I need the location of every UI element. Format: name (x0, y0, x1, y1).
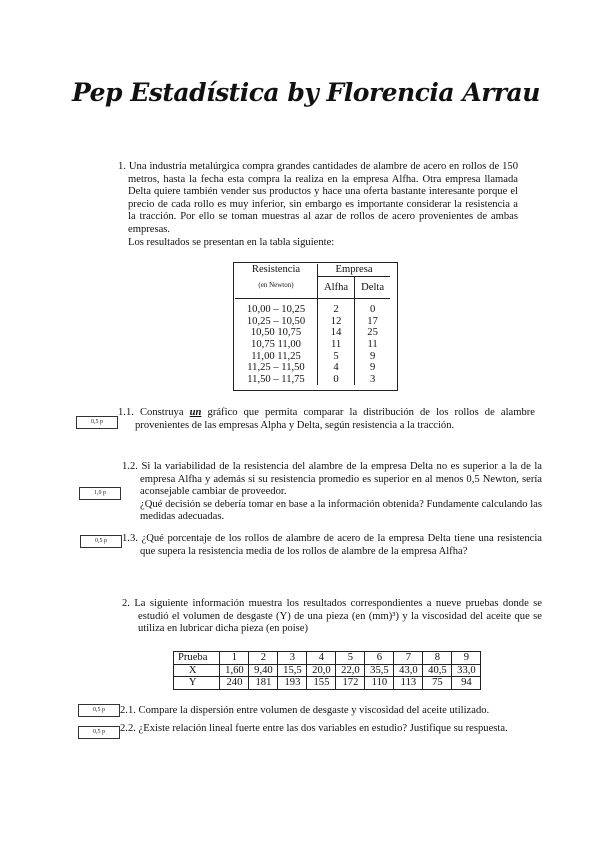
table-cell: 14 (318, 327, 355, 339)
table-cell: 2 (318, 299, 355, 316)
resistance-header: Resistencia (251, 264, 301, 275)
table-cell: 15,5 (278, 664, 307, 677)
table-cell: X (174, 664, 220, 677)
table-cell: 11,25 – 11,50 (247, 362, 305, 374)
question-1-1-emph: un (189, 407, 202, 418)
table-cell: 12 (318, 316, 355, 328)
table-row (235, 351, 390, 363)
table-row (235, 362, 390, 374)
table-cell: Y (174, 677, 220, 690)
question-2-2: 2.2. ¿Existe relación lineal fuerte entre las dos variables en estudio? Justifique su respuesta. (120, 723, 508, 734)
table-cell: 0 (318, 374, 355, 386)
score-box-1-2: 1,0 p (79, 487, 121, 500)
table-cell: 22,0 (336, 664, 365, 677)
table-header-row (174, 652, 481, 665)
table-cell: 3 (278, 652, 307, 665)
table-cell: 1,60 (220, 664, 249, 677)
table-row (174, 664, 481, 677)
table-cell: 11 (318, 339, 355, 351)
table-cell: 2 (249, 652, 278, 665)
delta-header: Delta (355, 276, 390, 299)
question-1 (118, 161, 518, 249)
table-cell: 4 (307, 652, 336, 665)
table-cell: 9 (355, 362, 390, 374)
table-row (235, 316, 390, 328)
score-box-1-3: 0,5 p (80, 535, 122, 548)
question-1-3: 1.3. ¿Qué porcentaje de los rollos de alambre de acero de la empresa Delta tiene una resistencia que supera la resistencia media de los rollos de alambre de la empresa Alfha? (122, 533, 542, 557)
table-cell: 10,75 11,00 (251, 338, 301, 350)
question-1-1-pre: 1.1. Construya (118, 407, 190, 418)
alfha-header: Alfha (318, 276, 355, 299)
company-header: Empresa (318, 264, 391, 276)
table-row (235, 299, 390, 316)
table-cell: 9,40 (249, 664, 278, 677)
table-cell: 6 (365, 652, 394, 665)
question-1-text: 1. Una industria metalúrgica compra grandes cantidades de alambre de acero en rollos de 150 metros, hasta la fecha esta compra la realiza en la empresa Alfha. Otra empresa llamada Delta quiere también vender sus productos y hace una oferta bastante interesante porque el precio de cada rollo es muy inferior, sin embargo es importante considerar la resistencia a la tracción. Por ello se toman muestras al azar de rollos de acero provenientes de ambas empresas. (118, 161, 518, 235)
resistance-unit: (en Newton) (258, 280, 294, 289)
question-2: 2. La siguiente información muestra los resultados correspondientes a nueve pruebas donde se estudió el volumen de desgaste (Y) de una pieza (en (mm)³) y la viscosidad del aceite que se utiliza en lubricar dicha pieza (en poise) (122, 598, 542, 634)
resistance-table (235, 264, 390, 385)
table-cell: 1 (220, 652, 249, 665)
table-cell: 43,0 (394, 664, 423, 677)
table-cell: 75 (423, 677, 452, 690)
table-cell: 0 (355, 299, 390, 316)
table-cell: 94 (452, 677, 481, 690)
table-row (235, 374, 390, 386)
table-cell: 172 (336, 677, 365, 690)
table-cell: 155 (307, 677, 336, 690)
table-cell: 10,25 – 10,50 (246, 315, 306, 327)
question-1-1-post: gráfico que permita comparar la distribución de los rollos de alambre provenientes de las empresas Alpha y Delta, según resistencia a la tracción. (135, 407, 535, 431)
question-1-2-text: 1.2. Si la variabilidad de la resistencia del alambre de la empresa Delta no es superior a la de la empresa Alfha y además si su resistencia promedio es superior en al menos 0,5 Newton, sería aconsejable cambiar de proveedor. (122, 461, 542, 497)
table-cell: 7 (394, 652, 423, 665)
table-cell: 17 (355, 316, 390, 328)
table-row (235, 327, 390, 339)
table-cell: 3 (355, 374, 390, 386)
page-title: Pep Estadística by Florencia Arrau (72, 78, 540, 107)
table-cell: 11,50 – 11,75 (247, 373, 305, 385)
table-cell: 9 (452, 652, 481, 665)
table-cell: 110 (365, 677, 394, 690)
question-1-1 (118, 407, 535, 432)
table-cell: 240 (220, 677, 249, 690)
question-1-2 (122, 461, 542, 524)
table-cell: 10,50 10,75 (250, 327, 302, 339)
question-1-results-line: Los resultados se presentan en la tabla siguiente: (128, 236, 335, 248)
table-cell: 40,5 (423, 664, 452, 677)
question-1-2-question: ¿Qué decisión se debería tomar en base a la información obtenida? Fundamente calculando las medidas adecuadas. (140, 498, 542, 522)
table-cell: 10,00 – 10,25 (246, 304, 306, 316)
table-cell: 35,5 (365, 664, 394, 677)
table-cell: 25 (355, 327, 390, 339)
table-cell: 5 (336, 652, 365, 665)
table-cell: 5 (318, 351, 355, 363)
table-row (235, 339, 390, 351)
score-box-2-1: 0,5 p (78, 704, 120, 717)
table-cell: Prueba (174, 652, 220, 665)
wear-viscosity-table (173, 651, 481, 690)
score-box-1-1: 0,5 p (76, 416, 118, 429)
table-cell: 113 (394, 677, 423, 690)
table-cell: 4 (318, 362, 355, 374)
table-cell: 11,00 11,25 (251, 350, 301, 362)
table-cell: 33,0 (452, 664, 481, 677)
question-2-1: 2.1. Compare la dispersión entre volumen de desgaste y viscosidad del aceite utilizado. (120, 705, 490, 716)
table-cell: 193 (278, 677, 307, 690)
table-cell: 9 (355, 351, 390, 363)
score-box-2-2: 0,5 p (78, 726, 120, 739)
table-cell: 20,0 (307, 664, 336, 677)
table-cell: 11 (355, 339, 390, 351)
table-cell: 8 (423, 652, 452, 665)
table-row (174, 677, 481, 690)
table-cell: 181 (249, 677, 278, 690)
